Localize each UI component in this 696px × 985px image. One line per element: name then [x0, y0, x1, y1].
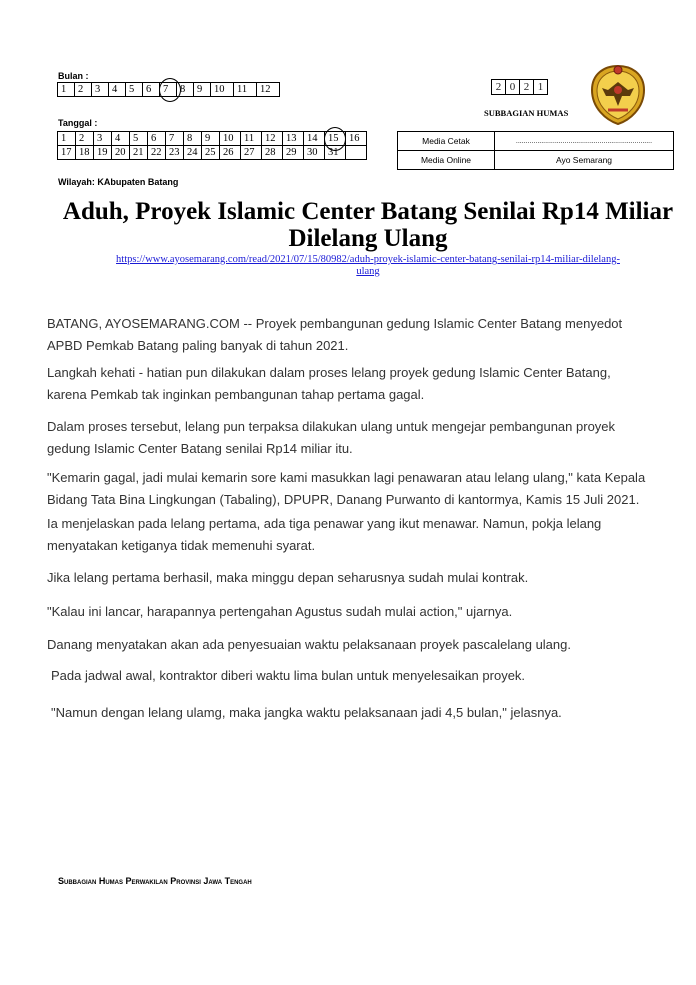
date-cell	[76, 146, 94, 160]
date-cell	[241, 132, 262, 146]
date-cell	[130, 146, 148, 160]
paragraph-1-line1: BATANG, AYOSEMARANG.COM -- Proyek pembangunan gedung Islamic Center Batang menyedot	[47, 316, 623, 331]
month-cell	[126, 83, 143, 97]
date-cell	[241, 146, 262, 160]
date-number: 17	[61, 147, 72, 158]
date-number: 24	[187, 147, 198, 158]
date-cell	[220, 146, 241, 160]
date-cell	[283, 146, 304, 160]
date-cell	[184, 146, 202, 160]
date-cell	[112, 132, 130, 146]
date-cell	[166, 132, 184, 146]
date-number: 21	[133, 147, 144, 158]
date-cell	[94, 132, 112, 146]
date-number: 1	[61, 133, 67, 144]
paragraph-3-line2: gedung Islamic Center Batang senilai Rp14 miliar itu.	[47, 441, 353, 456]
paragraph-3-line1: Dalam proses tersebut, lelang pun terpaksa dilakukan ulang untuk mengejar pembangunan proyek	[47, 419, 616, 434]
paragraph-10: "Namun dengan lelang ulamg, maka jangka waktu pelaksanaan jadi 4,5 bulan," jelasnya.	[51, 705, 562, 720]
media-cetak-label: Media Cetak	[398, 132, 495, 151]
date-cell	[94, 146, 112, 160]
date-number: 10	[223, 133, 234, 144]
date-cell	[76, 132, 94, 146]
month-cell	[194, 83, 211, 97]
date-cell	[202, 146, 220, 160]
month-number: 7	[163, 84, 169, 95]
date-cell	[112, 146, 130, 160]
month-number: 2	[78, 84, 84, 95]
date-number: 15	[328, 133, 339, 144]
paragraph-1	[47, 313, 622, 357]
date-number: 23	[169, 147, 180, 158]
paragraph-7: "Kalau ini lancar, harapannya pertengahan Agustus sudah mulai action," ujarnya.	[47, 604, 513, 619]
paragraph-9: Pada jadwal awal, kontraktor diberi waktu lima bulan untuk menyelesaikan proyek.	[51, 668, 526, 683]
paragraph-2-line2: karena Pemkab tak inginkan pembangunan tahap pertama gagal.	[47, 387, 425, 402]
date-number: 7	[169, 133, 175, 144]
paragraph-4-line1: "Kemarin gagal, jadi mulai kemarin sore kami masukkan lagi penawaran atau lelang ulang," kata Kepala	[47, 470, 646, 485]
date-cell	[283, 132, 304, 146]
date-number: 8	[187, 133, 193, 144]
date-number: 29	[286, 147, 297, 158]
date-cell	[148, 146, 166, 160]
date-cell	[166, 146, 184, 160]
date-number: 27	[244, 147, 255, 158]
media-online-label: Media Online	[398, 151, 495, 170]
date-cell	[58, 146, 76, 160]
date-cell	[304, 132, 325, 146]
paragraph-8: Danang menyatakan akan ada penyesuaian waktu pelaksanaan proyek pascalelang ulang.	[47, 637, 571, 652]
media-row-online	[398, 151, 674, 170]
paragraph-6: Jika lelang pertama berhasil, maka minggu depan seharusnya sudah mulai kontrak.	[47, 570, 529, 585]
month-cell	[75, 83, 92, 97]
date-cell	[184, 132, 202, 146]
date-cell	[346, 132, 367, 146]
date-cell	[304, 146, 325, 160]
date-number: 20	[115, 147, 126, 158]
year-boxes	[491, 79, 548, 95]
date-cell	[58, 132, 76, 146]
date-number: 3	[97, 133, 103, 144]
date-number: 14	[307, 133, 318, 144]
article-url-line1[interactable]: https://www.ayosemarang.com/read/2021/07/15/80982/aduh-proyek-islamic-center-batang-senilai-rp14-miliar-dilelang-	[116, 254, 620, 265]
month-number: 11	[237, 84, 248, 95]
paragraph-4-line2: Bidang Tata Bina Lingkungan (Tabaling), DPUPR, Danang Purwanto di kantormya, Kamis 15 Juli 2021.	[47, 492, 640, 507]
paragraph-4	[47, 467, 645, 511]
month-number: 5	[129, 84, 135, 95]
date-number: 2	[79, 133, 85, 144]
date-number: 9	[205, 133, 211, 144]
date-cell	[262, 146, 283, 160]
month-number: 12	[260, 84, 271, 95]
month-cell	[234, 83, 257, 97]
paragraph-2-line1: Langkah kehati - hatian pun dilakukan dalam proses lelang proyek gedung Islamic Center Batang,	[47, 365, 611, 380]
paragraph-5-line1: Ia menjelaskan pada lelang pertama, ada tiga penawar yang ikut menawar. Namun, pokja lelang	[47, 516, 602, 531]
article-url-line2[interactable]: ulang	[356, 266, 380, 277]
month-cell	[160, 83, 177, 97]
month-cell	[109, 83, 126, 97]
date-number: 30	[307, 147, 318, 158]
date-number: 13	[286, 133, 297, 144]
media-table	[397, 131, 674, 170]
month-number: 1	[61, 84, 67, 95]
date-cell	[325, 132, 346, 146]
tanggal-label: Tanggal :	[58, 118, 98, 128]
date-number: 19	[97, 147, 108, 158]
month-cell	[92, 83, 109, 97]
year-digit: 2	[520, 80, 534, 95]
media-cetak-value: ......................................................................	[495, 132, 674, 151]
month-cell	[58, 83, 75, 97]
paragraph-1-line2: APBD Pemkab Batang paling banyak di tahun 2021.	[47, 338, 349, 353]
date-cell	[220, 132, 241, 146]
month-number: 3	[95, 84, 101, 95]
year-digit: 1	[534, 80, 548, 95]
date-number: 28	[265, 147, 276, 158]
date-cell	[130, 132, 148, 146]
month-cell	[211, 83, 234, 97]
month-cell	[143, 83, 160, 97]
month-number: 6	[146, 84, 152, 95]
date-cell	[148, 132, 166, 146]
date-number: 25	[205, 147, 216, 158]
date-number: 12	[265, 133, 276, 144]
date-number: 31	[328, 147, 339, 158]
paragraph-5	[47, 513, 601, 557]
month-number: 8	[180, 84, 186, 95]
date-number: 5	[133, 133, 139, 144]
garuda-emblem-icon	[588, 62, 648, 126]
paragraph-5-line2: menyatakan ketiganya tidak memenuhi syarat.	[47, 538, 316, 553]
date-number: 16	[349, 133, 360, 144]
date-number: 22	[151, 147, 162, 158]
year-digit: 0	[506, 80, 520, 95]
date-number: 4	[115, 133, 121, 144]
month-grid	[57, 82, 280, 97]
paragraph-3	[47, 416, 615, 460]
article-url[interactable]	[40, 254, 696, 278]
media-row-cetak	[398, 132, 674, 151]
month-cell	[257, 83, 280, 97]
date-number: 6	[151, 133, 157, 144]
paragraph-2	[47, 362, 611, 406]
date-number: 26	[223, 147, 234, 158]
footer-text: Subbagian Humas Perwakilan Provinsi Jawa Tengah	[58, 876, 252, 886]
date-number: 18	[79, 147, 90, 158]
date-cell	[202, 132, 220, 146]
wilayah-label: Wilayah: KAbupaten Batang	[58, 177, 179, 187]
subbagian-humas-label: SUBBAGIAN HUMAS	[484, 108, 569, 118]
date-grid	[57, 131, 367, 160]
article-title-line2: Dilelang Ulang	[288, 225, 448, 252]
month-number: 4	[112, 84, 118, 95]
month-number: 9	[197, 84, 203, 95]
month-number: 10	[214, 84, 225, 95]
article-title-line1: Aduh, Proyek Islamic Center Batang Senilai Rp14 Miliar	[62, 198, 674, 225]
article-title	[40, 198, 696, 252]
date-number: 11	[244, 133, 255, 144]
date-cell	[346, 146, 367, 160]
year-digit: 2	[492, 80, 506, 95]
media-online-value: Ayo Semarang	[495, 151, 674, 170]
bulan-label: Bulan :	[58, 71, 89, 81]
date-cell	[262, 132, 283, 146]
